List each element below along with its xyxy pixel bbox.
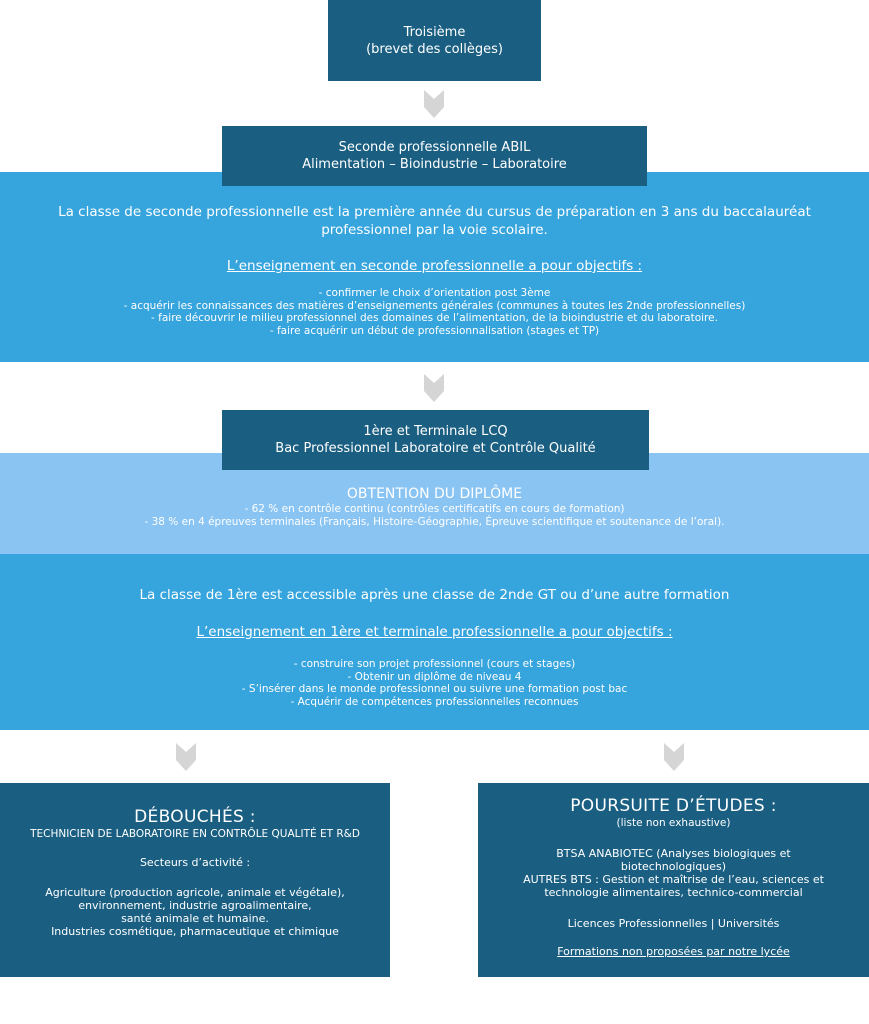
premiere-title: 1ère et Terminale LCQ [363, 424, 508, 439]
list-item: - faire acquérir un début de professionnalisation (stages et TP) [269, 324, 600, 337]
poursuite-bts [478, 873, 869, 899]
seconde-title-box [222, 126, 647, 186]
seconde-intro: La classe de seconde professionnelle est la première année du cursus de préparation en 3 ans du baccalauréat professionnel par la voie scolaire. [58, 204, 811, 238]
list-item: - 62 % en contrôle continu (contrôles certificatifs en cours de formation) [244, 503, 625, 515]
premiere-objectives-list [0, 658, 869, 708]
seconde-info-panel [0, 172, 869, 362]
seconde-title: Seconde professionnelle ABIL [338, 140, 531, 155]
premiere-title-box [222, 410, 649, 470]
list-item: BTSA ANABIOTEC (Analyses biologiques et [556, 847, 791, 860]
premiere-info-panel [0, 554, 869, 730]
debouches-sectors-label: Secteurs d’activité : [139, 856, 251, 869]
list-item: technologie alimentaires, technico-commercial [544, 886, 803, 899]
list-item: Agriculture (production agricole, animale et végétale), [45, 886, 345, 899]
troisieme-box [328, 0, 541, 81]
list-item: santé animale et humaine. [121, 912, 269, 925]
debouches-sectors-list [0, 886, 390, 938]
list-item: biotechnologiques) [620, 860, 727, 873]
debouches-heading: DÉBOUCHÉS : [134, 807, 256, 827]
poursuite-box [478, 783, 869, 977]
arrow-down-icon [176, 743, 196, 771]
list-item: Industries cosmétique, pharmaceutique et chimique [51, 925, 339, 938]
poursuite-licences: Licences Professionnelles | Universités [567, 917, 780, 930]
premiere-subtitle: Bac Professionnel Laboratoire et Contrôle Qualité [275, 441, 596, 456]
diploma-list [0, 503, 869, 528]
seconde-objectives-heading: L’enseignement en seconde professionnelle a pour objectifs : [226, 258, 643, 274]
troisieme-title: Troisième [403, 24, 466, 40]
seconde-objectives-list [0, 287, 869, 337]
list-item: environnement, industrie agroalimentaire, [78, 899, 312, 912]
list-item: - Acquérir de compétences professionnelles reconnues [290, 695, 579, 708]
list-item: AUTRES BTS : Gestion et maîtrise de l’eau, sciences et [523, 873, 824, 886]
arrow-down-icon [424, 374, 444, 402]
list-item: - acquérir les connaissances des matières d’enseignements générales (communes à toutes les 2nde professionnelles) [123, 299, 746, 312]
poursuite-note: (liste non exhaustive) [616, 817, 731, 829]
seconde-subtitle: Alimentation – Bioindustrie – Laboratoire [302, 157, 567, 172]
list-item: - S’insérer dans le monde professionnel ou suivre une formation post bac [241, 683, 628, 695]
list-item: - construire son projet professionnel (cours et stages) [293, 658, 576, 670]
list-item: - confirmer le choix d’orientation post 3ème [318, 287, 551, 299]
troisieme-subtitle: (brevet des collèges) [366, 41, 503, 57]
arrow-down-icon [664, 743, 684, 771]
debouches-job: TECHNICIEN DE LABORATOIRE EN CONTRÔLE QUALITÉ ET R&D [30, 828, 360, 840]
premiere-access: La classe de 1ère est accessible après une classe de 2nde GT ou d’une autre formation [139, 587, 730, 603]
poursuite-heading: POURSUITE D’ÉTUDES : [570, 796, 777, 816]
list-item: - Obtenir un diplôme de niveau 4 [347, 670, 522, 683]
list-item: - faire découvrir le milieu professionnel des domaines de l’alimentation, de la bioindustrie et du laboratoire. [151, 312, 718, 324]
debouches-box [0, 783, 390, 977]
list-item: - 38 % en 4 épreuves terminales (Français, Histoire-Géographie, Épreuve scientifique et soutenance de l’oral). [144, 515, 725, 528]
arrow-down-icon [424, 90, 444, 118]
poursuite-btsa [478, 847, 869, 873]
diploma-heading: OBTENTION DU DIPLÔME [346, 486, 523, 502]
premiere-objectives-heading: L’enseignement en 1ère et terminale professionnelle a pour objectifs : [196, 624, 673, 640]
poursuite-link[interactable]: Formations non proposées par notre lycée [557, 945, 790, 958]
